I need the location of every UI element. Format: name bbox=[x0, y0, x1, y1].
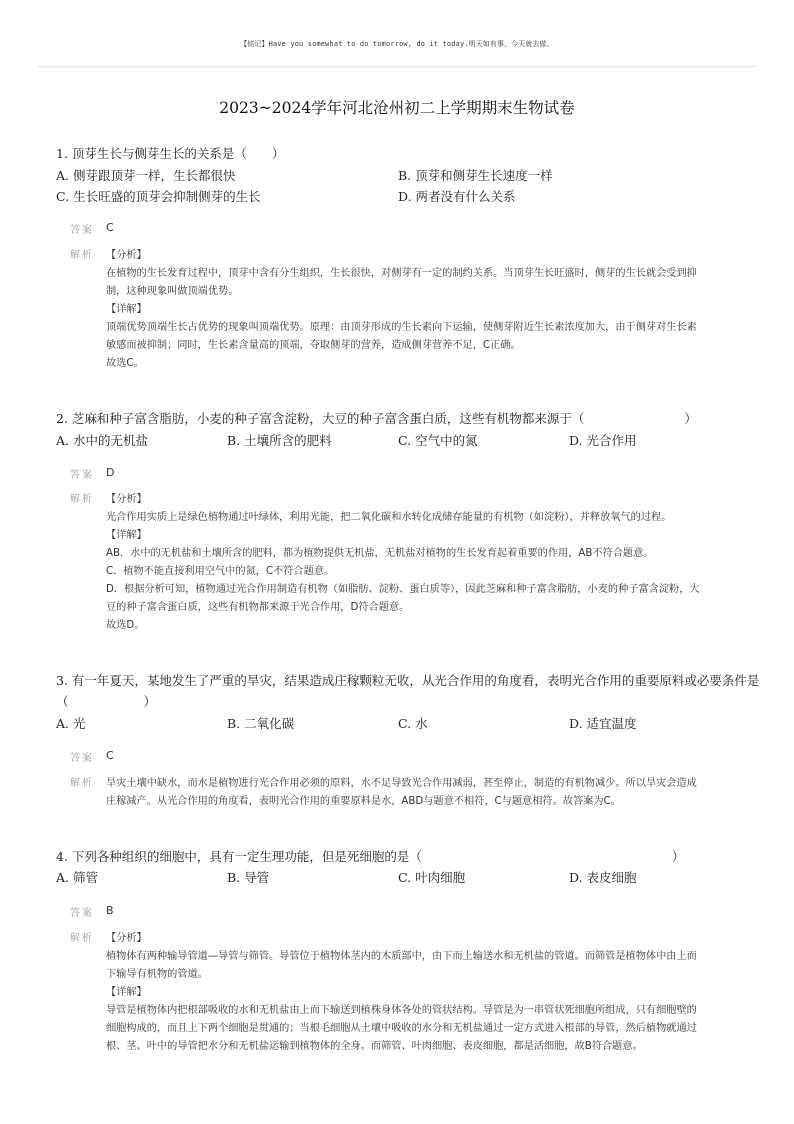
analysis-label: 解析 bbox=[70, 778, 94, 789]
analysis-label: 解析 bbox=[70, 494, 94, 505]
question-2-option-d: D. 光合作用 bbox=[569, 433, 637, 448]
header-divider bbox=[38, 66, 756, 67]
question-1-option-b: B. 顶芽和侧芽生长速度一样 bbox=[398, 168, 553, 183]
question-1-explanation-line: 【分析】 bbox=[106, 250, 147, 261]
question-4-option-b: B. 导管 bbox=[227, 870, 270, 885]
question-3-explanation-line: 庄稼减产。从光合作用的角度看，表明光合作用的重要原料是水，ABD与题意不相符，C与题意相符。故答案为C。 bbox=[106, 796, 621, 807]
question-2-explanation-line: AB．水中的无机盐和土壤所含的肥料，都为植物提供无机盐，无机盐对植物的生长发育起着重要的作用，AB不符合题意。 bbox=[106, 548, 654, 559]
question-1-option-a: A. 侧芽跟顶芽一样，生长都很快 bbox=[56, 168, 236, 183]
answer-label: 答案 bbox=[70, 753, 94, 764]
question-4-option-d: D. 表皮细胞 bbox=[569, 870, 637, 885]
question-2-option-a: A. 水中的无机盐 bbox=[56, 433, 148, 448]
motto-banner: 【铭记】Have you somewhat to do tomorrow, do it today.明天如有事，今天就去做。 bbox=[240, 40, 554, 48]
question-2-explanation-line: 豆的种子富含蛋白质，这些有机物都来源于光合作用，D符合题意。 bbox=[106, 602, 410, 613]
question-2-option-c: C. 空气中的氮 bbox=[398, 433, 478, 448]
question-4-explanation-line: 【详解】 bbox=[106, 987, 147, 998]
question-3-answer: C bbox=[106, 749, 114, 762]
question-3-stem-bracket: （ ） bbox=[56, 694, 157, 709]
question-4-stem: 4. 下列各种组织的细胞中，具有一定生理功能，但是死细胞的是（ ） bbox=[56, 849, 685, 864]
question-1-explanation-line: 制，这种现象叫做顶端优势。 bbox=[106, 286, 239, 297]
question-3-stem: 3. 有一年夏天，某地发生了严重的旱灾，结果造成庄稼颗粒无收，从光合作用的角度看，表明光合作用的重要原料或必要条件是 bbox=[56, 673, 760, 688]
analysis-label: 解析 bbox=[70, 250, 94, 261]
question-2-answer: D bbox=[106, 466, 115, 479]
question-1-option-d: D. 两者没有什么关系 bbox=[398, 189, 516, 204]
question-3-option-c: C. 水 bbox=[398, 716, 428, 731]
question-4-explanation-line: 植物体有两种输导管道—导管与筛管。导管位于植物体茎内的木质部中，由下而上输送水和无机盐的管道。而筛管是植物体中由上而 bbox=[106, 951, 697, 962]
question-4-explanation-line: 下输导有机物的管道。 bbox=[106, 969, 208, 980]
question-1-answer: C bbox=[106, 221, 114, 234]
exam-title: 2023~2024学年河北沧州初二上学期期末生物试卷 bbox=[219, 99, 575, 117]
question-4-explanation-line: 细胞构成的，而且上下两个细胞是贯通的；当根毛细胞从土壤中吸收的水分和无机盐通过一定方式进入根部的导管，然后植物就通过 bbox=[106, 1023, 697, 1034]
question-2-explanation-line: 【分析】 bbox=[106, 494, 147, 505]
question-4-option-a: A. 筛管 bbox=[56, 870, 98, 885]
question-4-explanation-line: 导管是植物体内把根部吸收的水和无机盐由上而下输送到植株身体各处的管状结构。导管是为一串管状死细胞所组成，只有细胞壁的 bbox=[106, 1005, 697, 1016]
question-2-explanation-line: 【详解】 bbox=[106, 530, 147, 541]
question-3-option-a: A. 光 bbox=[56, 716, 86, 731]
question-2-stem: 2. 芝麻和种子富含脂肪，小麦的种子富含淀粉，大豆的种子富含蛋白质，这些有机物都来源于（ ） bbox=[56, 411, 697, 426]
analysis-label: 解析 bbox=[70, 933, 94, 944]
answer-label: 答案 bbox=[70, 225, 94, 236]
question-4-answer: B bbox=[106, 904, 114, 917]
question-4-explanation-line: 根、茎、叶中的导管把水分和无机盐运输到植物体的全身。而筛管、叶肉细胞、表皮细胞，都是活细胞，故B符合题意。 bbox=[106, 1041, 643, 1052]
question-1-option-c: C. 生长旺盛的顶芽会抑制侧芽的生长 bbox=[56, 189, 261, 204]
question-2-explanation-line: D．根据分析可知，植物通过光合作用制造有机物（如脂肪、淀粉、蛋白质等），因此芝麻和种子富含脂肪，小麦的种子富含淀粉，大 bbox=[106, 584, 700, 595]
question-4-explanation-line: 【分析】 bbox=[106, 933, 147, 944]
question-3-explanation-line: 旱灾土壤中缺水，而水是植物进行光合作用必须的原料，水不足导致光合作用减弱，甚至停止，制造的有机物减少。所以旱灾会造成 bbox=[106, 778, 697, 789]
question-2-explanation-line: 故选D。 bbox=[106, 620, 145, 631]
question-1-explanation-line: 在植物的生长发育过程中，顶芽中含有分生组织，生长很快，对侧芽有一定的制约关系。当顶芽生长旺盛时，侧芽的生长就会受到抑 bbox=[106, 268, 697, 279]
answer-label: 答案 bbox=[70, 470, 94, 481]
question-1-explanation-line: 顶端优势顶端生长占优势的现象叫顶端优势。原理：由顶芽形成的生长素向下运输，使侧芽附近生长素浓度加大，由于侧芽对生长素 bbox=[106, 322, 697, 333]
question-3-option-b: B. 二氧化碳 bbox=[227, 716, 295, 731]
question-2-explanation-line: 光合作用实质上是绿色植物通过叶绿体，利用光能，把二氧化碳和水转化成储存能量的有机物（如淀粉），并释放氧气的过程。 bbox=[106, 512, 672, 523]
question-1-explanation-line: 【详解】 bbox=[106, 304, 147, 315]
question-1-explanation-line: 故选C。 bbox=[106, 358, 144, 369]
question-2-explanation-line: C．植物不能直接利用空气中的氮，C不符合题意。 bbox=[106, 566, 335, 577]
answer-label: 答案 bbox=[70, 908, 94, 919]
question-3-option-d: D. 适宜温度 bbox=[569, 716, 637, 731]
question-4-option-c: C. 叶肉细胞 bbox=[398, 870, 466, 885]
question-2-option-b: B. 土壤所含的肥料 bbox=[227, 433, 332, 448]
question-1-explanation-line: 敏感而被抑制；同时，生长素含量高的顶端，夺取侧芽的营养，造成侧芽营养不足，C正确。 bbox=[106, 340, 521, 351]
question-1-stem: 1. 顶芽生长与侧芽生长的关系是（ ） bbox=[56, 146, 285, 161]
